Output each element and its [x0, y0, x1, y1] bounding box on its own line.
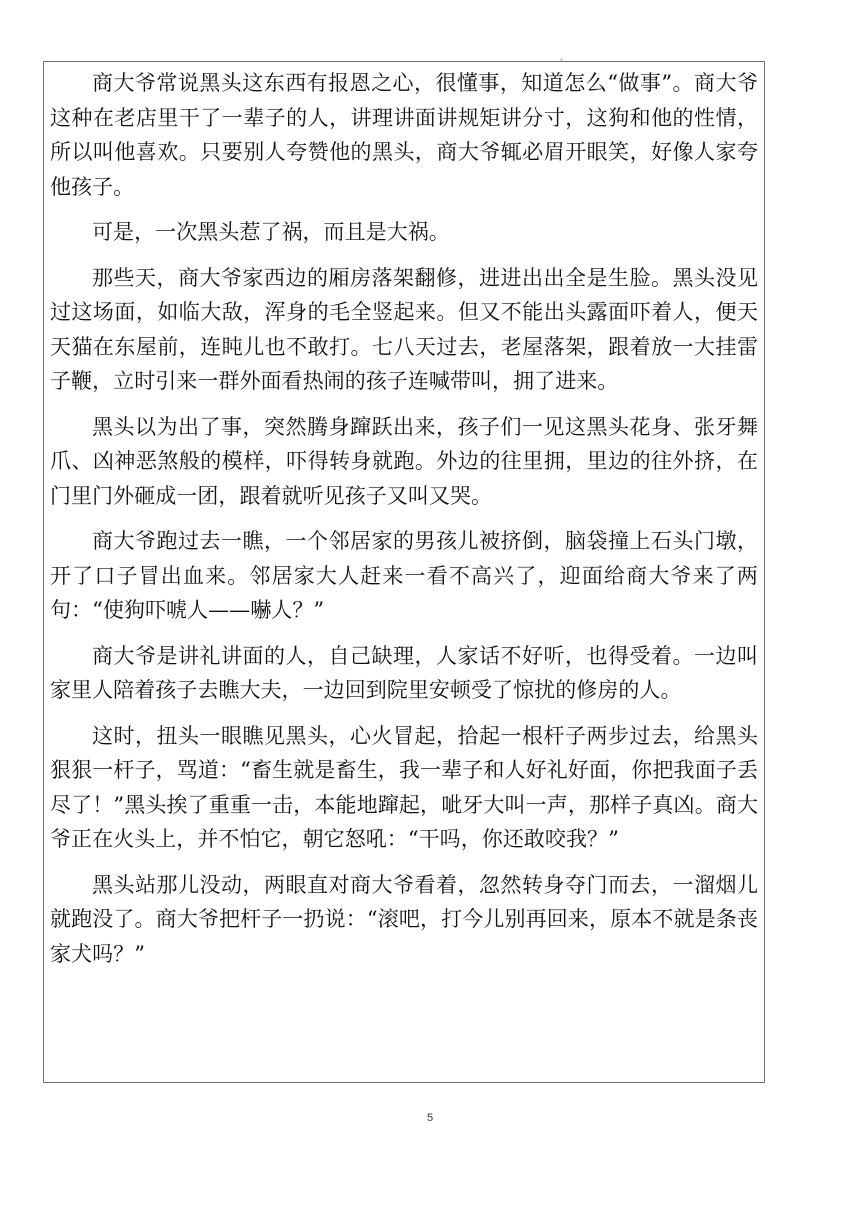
paragraph-1: 商大爷常说黑头这东西有报恩之心，很懂事，知道怎么“做事”。商大爷这种在老店里干了一辈子的人，讲理讲面讲规矩讲分寸，这狗和他的性情，所以叫他喜欢。只要别人夸赞他的黑头，商大爷辄必眉开眼笑，好像人家夸他孩子。 — [50, 71, 758, 199]
paragraph-6: 商大爷是讲礼讲面的人，自己缺理，人家话不好听，也得受着。一边叫家里人陪着孩子去瞧大夫，一边回到院里安顿受了惊扰的修房的人。 — [50, 643, 758, 702]
paragraph-5: 商大爷跑过去一瞧，一个邻居家的男孩儿被挤倒，脑袋撞上石头门墩，开了口子冒出血来。邻居家大人赶来一看不高兴了，迎面给商大爷来了两句：“使狗吓唬人——嚇人？” — [50, 529, 758, 622]
text-frame — [43, 61, 765, 1083]
paragraph-8: 黑头站那儿没动，两眼直对商大爷看着，忽然转身夺门而去，一溜烟儿就跑没了。商大爷把杆子一扔说：“滚吧，打今儿别再回来，原本不就是条丧家犬吗？” — [50, 872, 758, 966]
paragraph-7: 这时，扭头一眼瞧见黑头，心火冒起，拾起一根杆子两步过去，给黑头狠狠一杆子，骂道：“畜生就是畜生，我一辈子和人好礼好面，你把我面子丢尽了！”黑头挨了重重一击，本能地蹿起，呲牙大叫一声，那样子真凶。商大爷正在火头上，并不怕它，朝它怒吼：“干吗，你还敢咬我？” — [50, 723, 758, 851]
paragraph-2: 可是，一次黑头惹了祸，而且是大祸。 — [92, 220, 450, 244]
page-number: 5 — [426, 1112, 434, 1124]
paragraph-3: 那些天，商大爷家西边的厢房落架翻修，进进出出全是生脸。黑头没见过这场面，如临大敌，浑身的毛全竖起来。但又不能出头露面吓着人，便天天猫在东屋前，连盹儿也不敢打。七八天过去，老屋落架，跟着放一大挂雷子鞭，立时引来一群外面看热闹的孩子连喊带叫，拥了进来。 — [50, 265, 758, 393]
paragraph-4: 黑头以为出了事，突然腾身蹿跃出来，孩子们一见这黑头花身、张牙舞爪、凶神恶煞般的模样，吓得转身就跑。外边的往里拥，里边的往外挤，在门里门外砸成一团，跟着就听见孩子又叫又哭。 — [50, 414, 758, 508]
